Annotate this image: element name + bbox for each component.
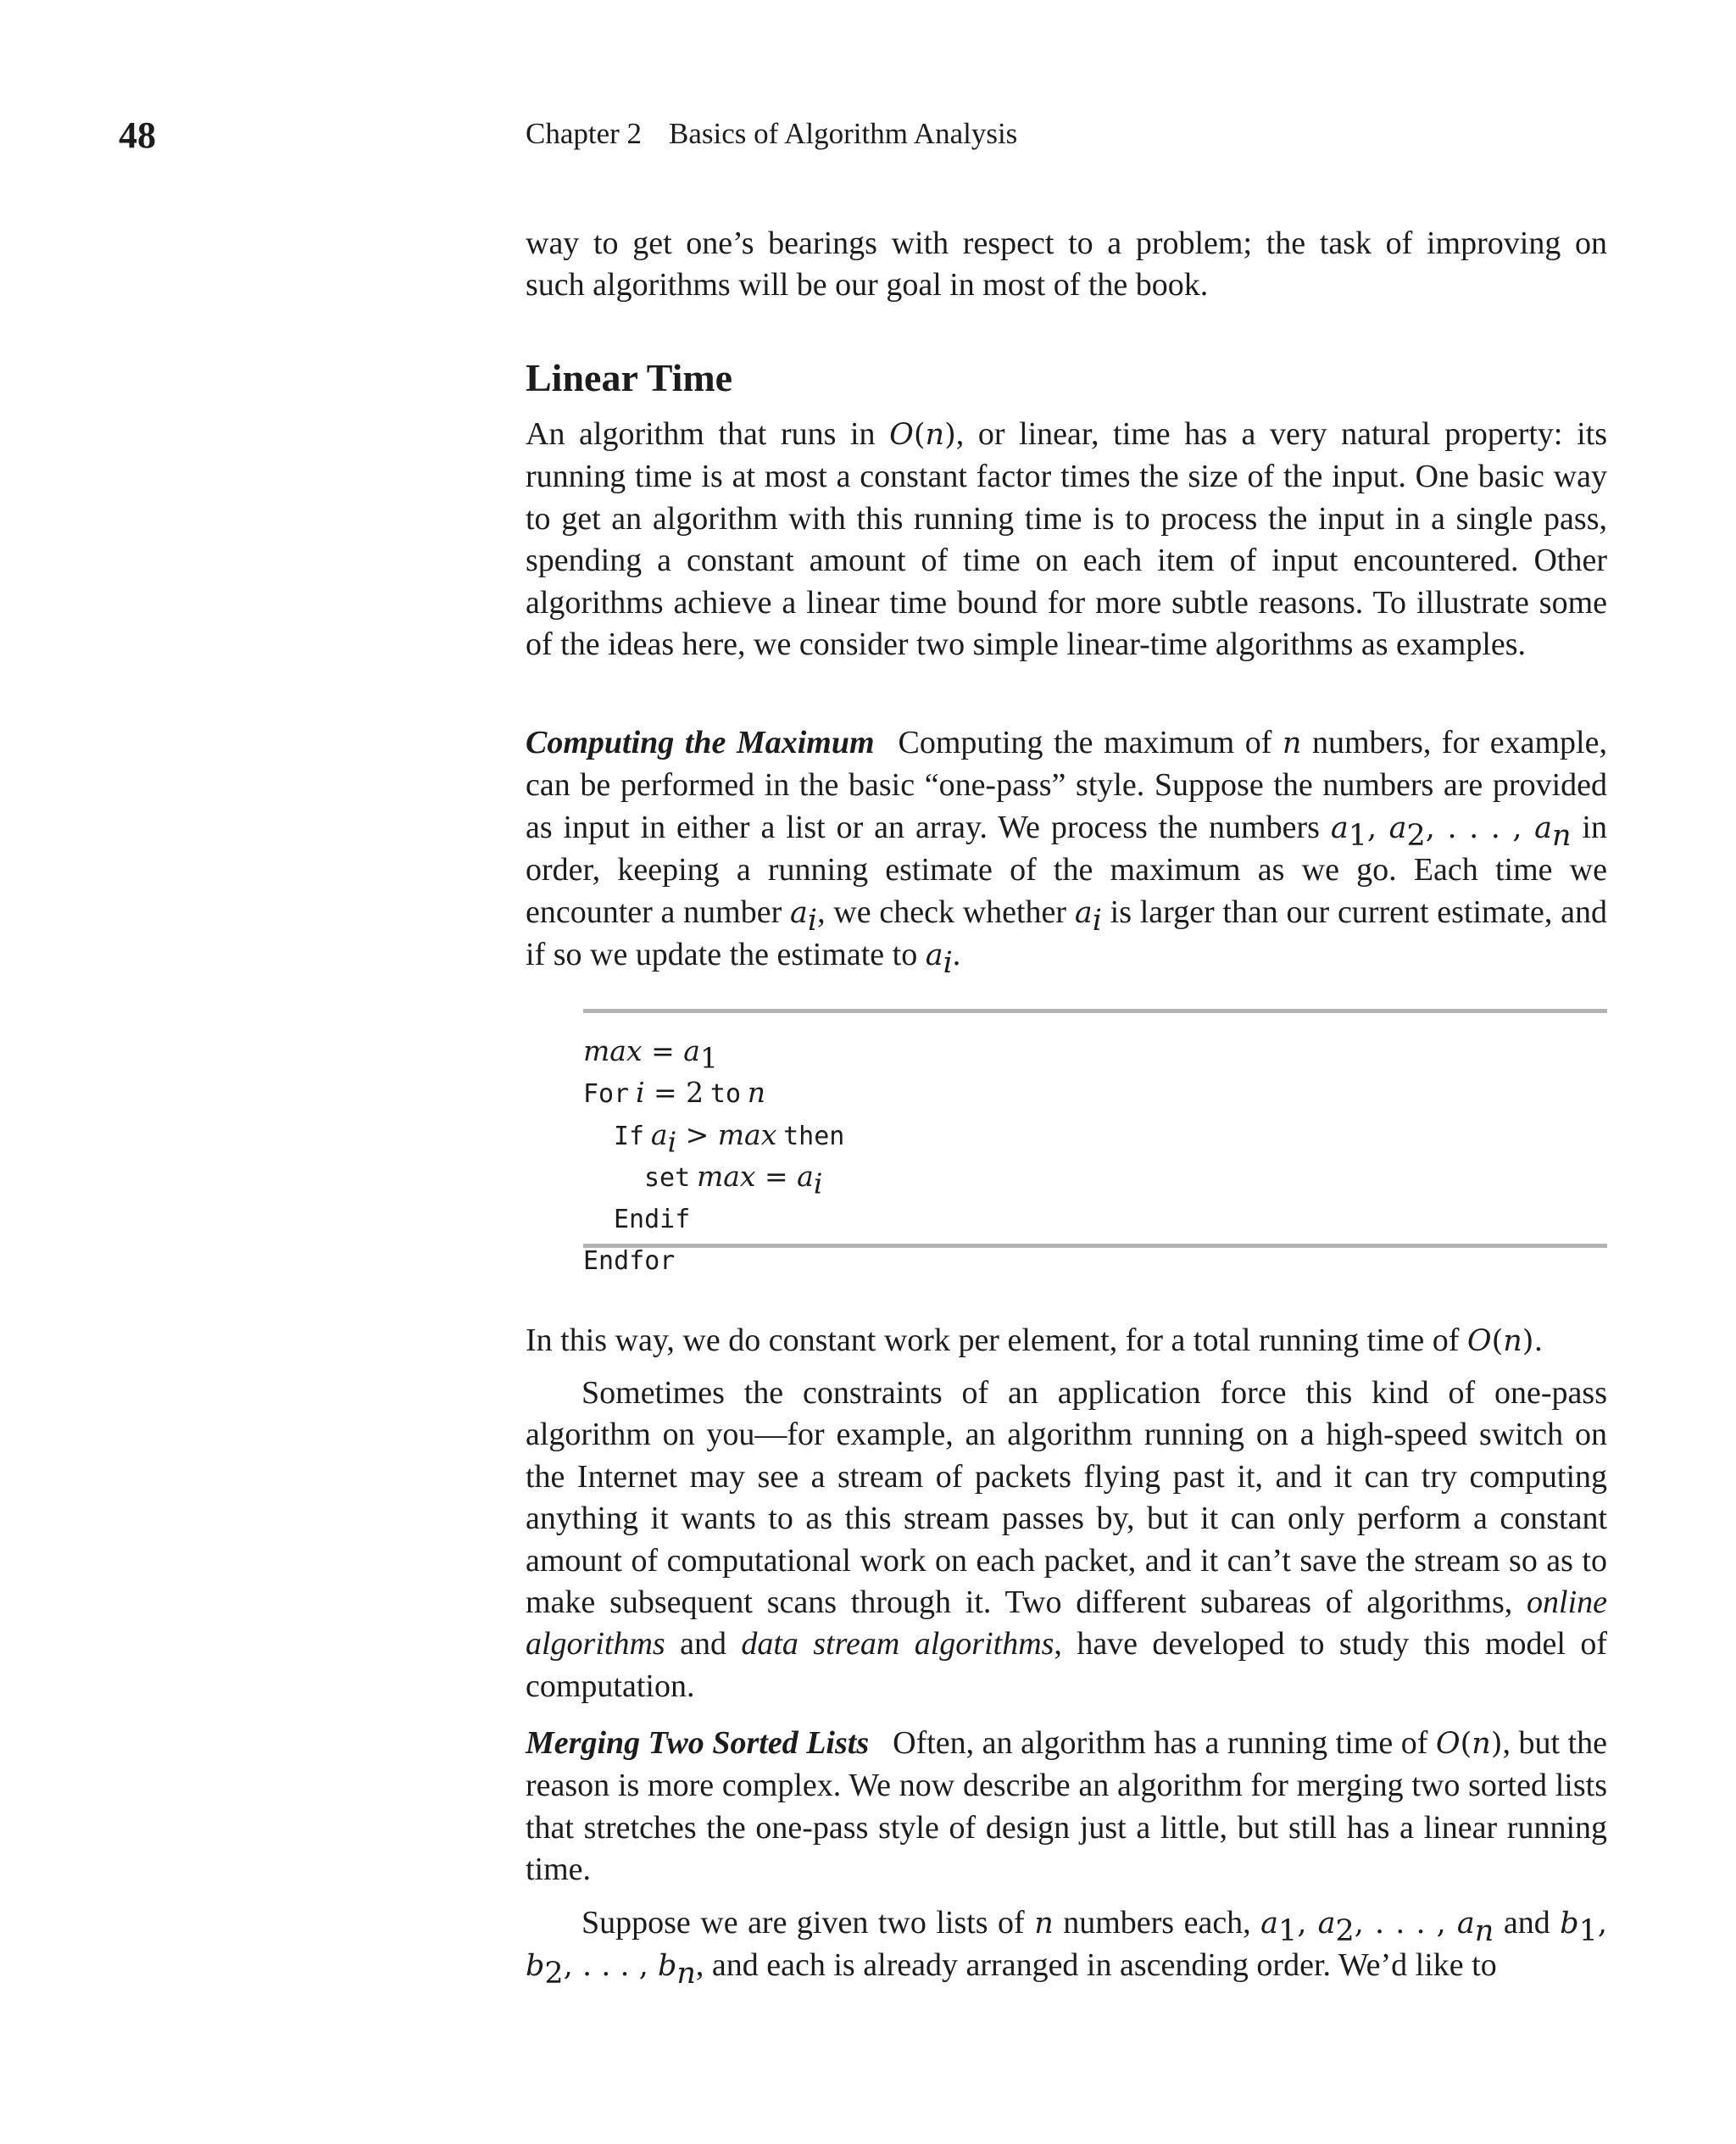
merging-paragraph: Merging Two Sorted Lists Often, an algorithm has a running time of O(n), but the reason is more complex. We now describe an algorithm for merging two sorted lists that stretches the one-pass style of design just a little, but still has a linear running time.	[526, 1725, 1608, 1888]
code-line-5: Endif	[614, 1204, 691, 1234]
chapter-label: Chapter 2	[526, 117, 643, 150]
one-pass-paragraph: Sometimes the constraints of an application force this kind of one-pass algorithm on you—for example, an algorithm running on a high-speed switch on the Internet may see a stream of packets flying past it, and it can try computing anything it wants to as this stream passes by, but it can only perform a constant amount of computational work on each packet, and it can’t save the stream so as to make subsequent scans through it. Two different subareas of algorithms, online algorithms and data stream algorithms, have developed to study this model of computation.	[526, 1375, 1607, 1704]
intro-paragraph	[526, 223, 1607, 307]
computing-max-paragraph: Computing the Maximum Computing the maximum of n numbers, for example, can be performed in the basic “one-pass” style. Suppose the numbers are provided as input in either a list or an array. We process the numbers $a_1$, $a_2$, . . . , $a_n$ in order, keeping a running estimate of the maximum as we go. Each time we encounter a number $a_i$, we check whether $a_i$ is larger than our current estimate, and if so we update the estimate to $a_i$.	[526, 725, 1608, 980]
linear-time-paragraph: An algorithm that runs in O(n), or linear, time has a very natural property: its running time is at most a constant factor times the size of the input. One basic way to get an algorithm with this running time is to process the input in a single pass, spending a constant amount of time on each item of input encountered. Other algorithms achieve a linear time bound for more subtle reasons. To illustrate some of the ideas here, we consider two simple linear-time algorithms as examples.	[526, 416, 1607, 663]
section-heading: Linear Time	[526, 356, 733, 399]
code-line-2: For i = 2 to n	[583, 1076, 766, 1110]
pseudocode-block	[583, 1009, 1607, 1276]
intro-line-2: such algorithms will be our goal in most of the book.	[526, 267, 1209, 304]
after-code-line: In this way, we do constant work per element, for a total running time of O(n).	[526, 1323, 1544, 1358]
online-algorithms-term: online algorithms	[526, 1584, 1607, 1662]
data-stream-algorithms-term: data stream algorithms	[741, 1626, 1054, 1662]
code-line-1: $\max = a_1$	[583, 1034, 718, 1075]
computing-max-lead-in: Computing the Maximum	[526, 725, 875, 760]
code-line-4: set $\max = a_i$	[644, 1160, 823, 1200]
merging-lead-in: Merging Two Sorted Lists	[526, 1725, 870, 1761]
page-number: 48	[119, 114, 156, 156]
code-line-3: If $a_i > \max$ then	[614, 1117, 845, 1159]
code-line-6: Endfor	[583, 1245, 676, 1276]
running-head	[526, 115, 1017, 153]
chapter-title: Basics of Algorithm Analysis	[669, 117, 1018, 150]
intro-line-1: way to get one’s bearings with respect to a problem; the task of improving on	[526, 226, 1607, 261]
merging-lists-paragraph: Suppose we are given two lists of n numbers each, $a_1$, $a_2$, . . . , $a_n$ and $b_1$, $b_2$, . . . , $b_n$, and each is already arranged in ascending order. We’d like to	[526, 1905, 1608, 1991]
